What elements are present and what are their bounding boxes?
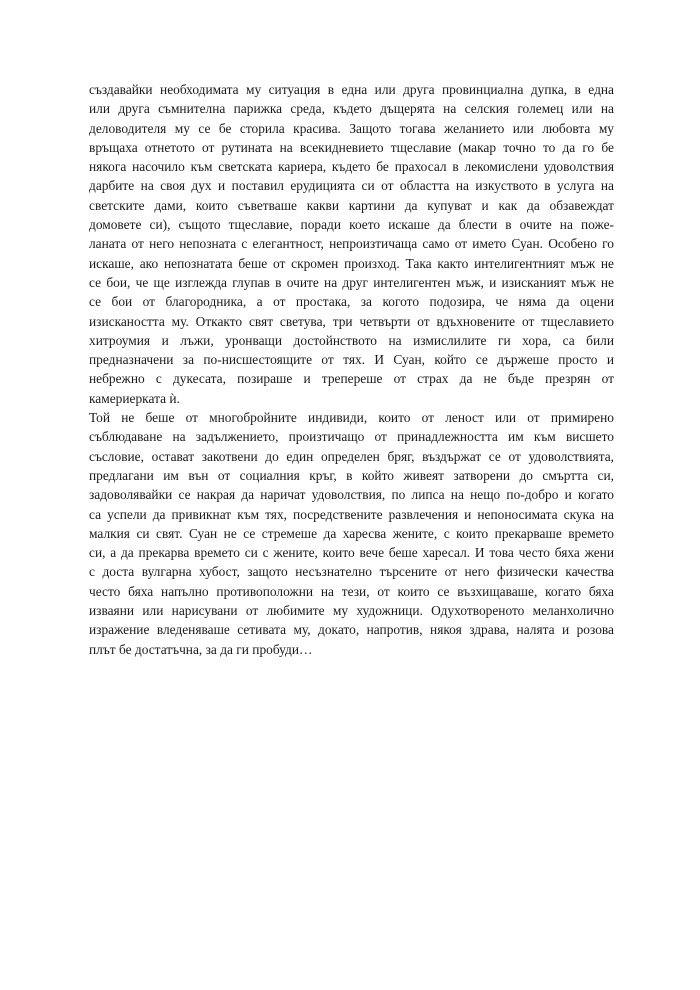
text-line: камериерката ѝ.: [89, 390, 180, 406]
text-line: съблюдаване на задължението, произтичащо от принадлежността им към висшето: [89, 429, 614, 445]
text-line: се бои, че ще изглежда глупав в очите на друг интелигентен мъж, и изисканият мъж не: [89, 274, 614, 290]
text-line: често бяха напълно противоположни на тези, от които се възхищаваше, когато бяха: [89, 583, 614, 599]
text-line: са успели да привикнат към тях, посредствените развлечения и непоносимата скука на: [89, 506, 614, 522]
body-text: [89, 80, 614, 659]
text-line: светските дами, които съветваше какви картини да купуват и как да обзавеждат: [89, 197, 614, 213]
text-line: с доста вулгарна хубост, защото несъзнателно търсените от него физически качества: [89, 564, 614, 580]
text-line: хитроумия и лъжи, уронващи достойнството на измислилите ги хора, са били: [89, 332, 614, 348]
text-line: съсловие, остават закотвени до един определен бряг, въздържат се от удоволствията,: [89, 448, 614, 464]
paragraph-1: [89, 80, 614, 408]
text-line: Той не беше от многобройните индивиди, които от леност или от примирено: [89, 410, 614, 426]
text-line: изискаността му. Откакто свят светува, три четвърти от вдъхновените от тщеславието: [89, 313, 614, 329]
text-line: плът бе достатъчна, за да ги пробуди…: [89, 641, 313, 657]
text-line: изваяни или нарисувани от любимите му художници. Одухотвореното меланхолично: [89, 603, 614, 619]
text-line: предлагани им вън от социалния кръг, в който живеят затворени до смъртта си,: [89, 467, 614, 483]
text-line: създавайки необходимата му ситуация в една или друга провинциална дупка, в една: [89, 82, 614, 97]
text-line: връщаха отнетото от рутината на всекидневието тщеславие (макар точно то да го бе: [89, 139, 614, 155]
text-line: домовете си), същото тщеславие, поради което искаше да блести в очите на поже-: [89, 217, 614, 233]
text-line: небрежно с дукесата, позираше и трепереше от страх да не бъде презрян от: [89, 371, 614, 387]
text-line: някога насочило към светската кариера, където бе прахосал в лекомислени удоволствия: [89, 159, 614, 175]
text-line: предназначени за по-нисшестоящите от тях. И Суан, който се държеше просто и: [89, 352, 614, 368]
text-line: или друга съмнителна парижка среда, където дъщерята на селския големец или на: [89, 101, 614, 117]
text-line: изражение вледеняваше сетивата му, докато, напротив, някоя здрава, налята и розова: [89, 622, 614, 638]
text-line: задоволявайки се накрая да наричат удоволствия, по липса на нещо по-добро и когато: [89, 487, 614, 503]
text-line: ланата от него непозната с елегантност, непроизтичаща само от името Суан. Особено го: [89, 236, 614, 252]
text-line: си, а да прекарва времето си с жените, които вече беше харесал. И това често бяха жени: [89, 545, 614, 561]
text-line: искаше, ако непознатата беше от скромен произход. Така както интелигентният мъж не: [89, 255, 614, 271]
text-line: деловодителя му се бе сторила красива. Защото тогава желанието или любовта му: [89, 120, 614, 136]
text-line: малкия си свят. Суан не се стремеше да харесва жените, с които прекарваше времето: [89, 525, 614, 541]
text-line: се бои от благородника, а от простака, за когото подозира, че няма да оцени: [89, 294, 614, 310]
paragraph-2: [89, 408, 614, 659]
text-line: дарбите на своя дух и поставил ерудицията си от областта на изкуството в услуга на: [89, 178, 614, 194]
